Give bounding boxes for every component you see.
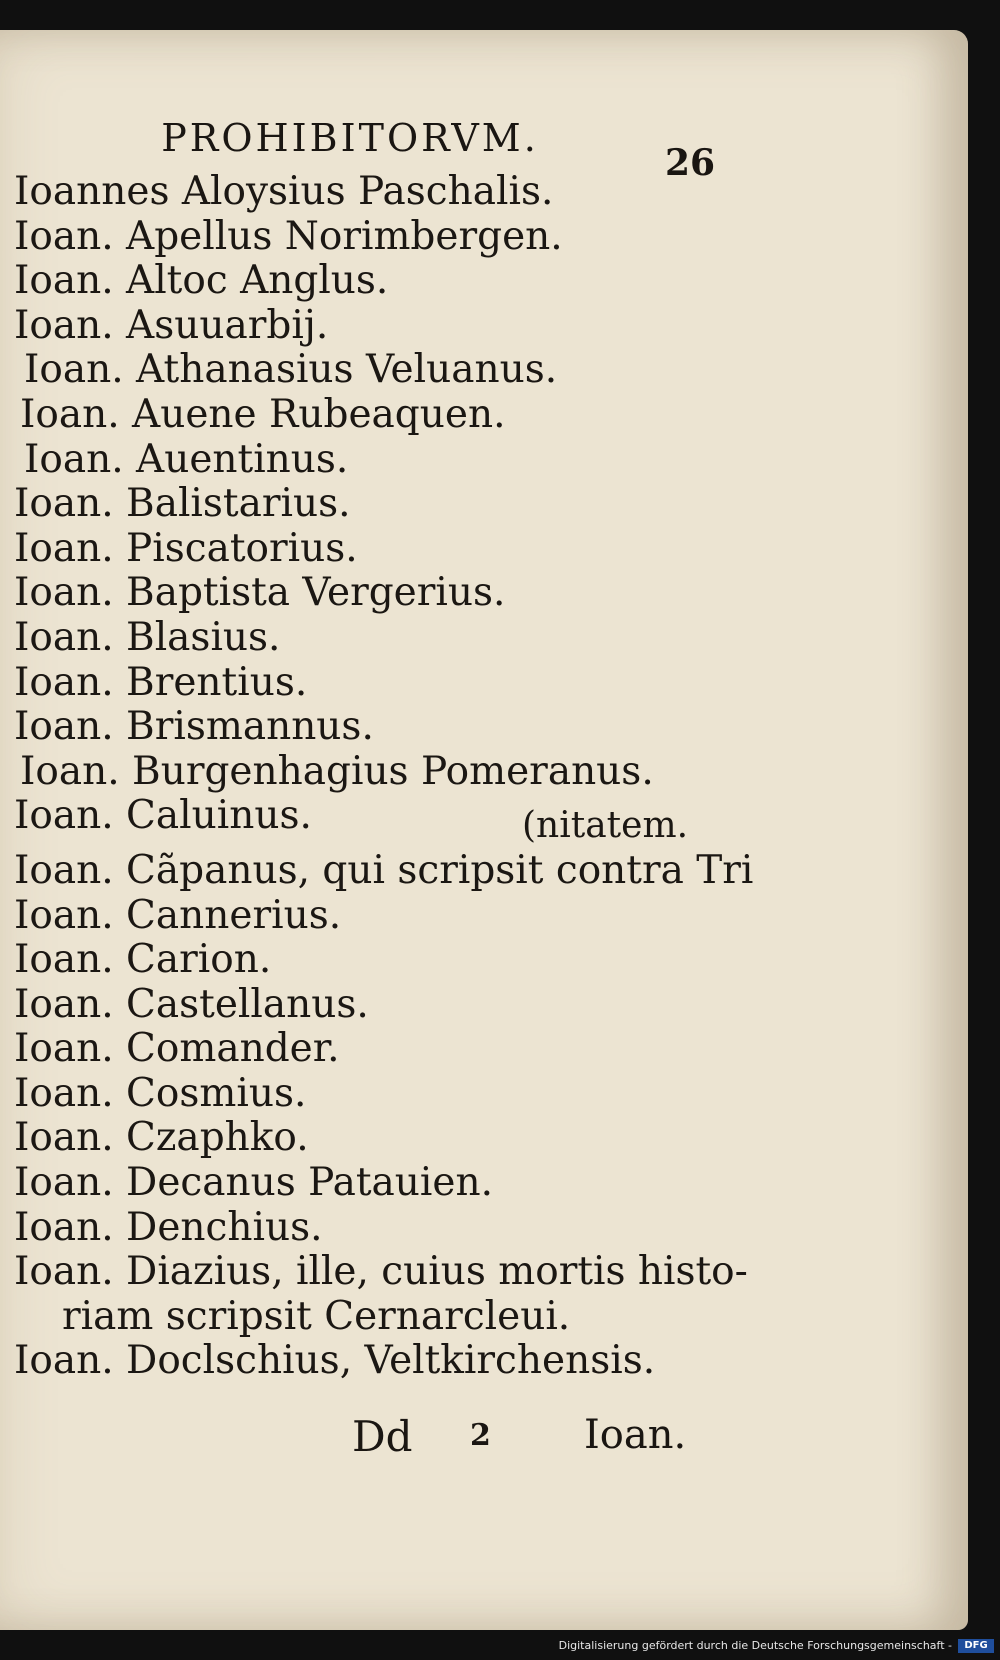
list-item: Ioan. Auentinus. — [24, 436, 349, 482]
list-item: Ioan. Brentius. — [14, 659, 308, 705]
list-item: Ioan. Balistarius. — [14, 481, 351, 527]
list-item: Ioan. Brismannus. — [14, 704, 374, 750]
list-item: Ioan. Czaphko. — [14, 1115, 309, 1161]
book-page — [0, 30, 968, 1630]
list-item — [14, 793, 714, 847]
list-item: Ioan. Denchius. — [14, 1204, 323, 1250]
list-item: Ioan. Doclschius, Veltkirchensis. — [14, 1338, 656, 1384]
list-item: Ioan. Diazius, ille, cuius mortis histo- — [14, 1249, 748, 1295]
list-item-text: Ioan. Caluinus. — [14, 793, 312, 839]
list-item: Ioan. Piscatorius. — [14, 525, 358, 571]
footer-strip — [0, 1630, 1000, 1660]
list-item: Ioan. Castellanus. — [14, 981, 369, 1027]
signature-number: 2 — [470, 1418, 491, 1453]
list-item: Ioan. Blasius. — [14, 614, 281, 660]
list-item: Ioan. Carion. — [14, 937, 272, 983]
list-item: Ioannes Aloysius Paschalis. — [14, 169, 554, 214]
dfg-logo-icon: DFG — [958, 1639, 994, 1653]
list-item: Ioan. Burgenhagius Pomeranus. — [20, 748, 654, 794]
list-item: Ioan. Comander. — [14, 1026, 340, 1072]
list-item: Ioan. Asuuarbij. — [14, 302, 329, 348]
list-item: Ioan. Cãpanus, qui scripsit contra Tri — [14, 847, 754, 893]
list-item: Ioan. Baptista Vergerius. — [14, 570, 506, 616]
list-item: Ioan. Cannerius. — [14, 892, 342, 938]
author-list — [14, 169, 754, 1384]
list-item-continuation: riam scripsit Cernarcleui. — [62, 1293, 571, 1339]
turnover-text: (nitatem. — [522, 805, 689, 847]
catchword: Ioan. — [584, 1412, 687, 1458]
list-item: Ioan. Altoc Anglus. — [14, 258, 389, 304]
list-item: Ioan. Cosmius. — [14, 1070, 307, 1116]
list-item: Ioan. Apellus Norimbergen. — [14, 213, 563, 259]
running-head: PROHIBITORVM. — [161, 116, 539, 160]
signature-mark: Dd — [352, 1412, 413, 1461]
list-item: Ioan. Athanasius Veluanus. — [24, 347, 558, 393]
folio-number: 26 — [665, 142, 716, 184]
list-item: Ioan. Auene Rubeaquen. — [20, 391, 506, 437]
list-item: Ioan. Decanus Patauien. — [14, 1160, 493, 1206]
digitization-credit: Digitalisierung gefördert durch die Deutsche Forschungsgemeinschaft - — [558, 1639, 952, 1652]
